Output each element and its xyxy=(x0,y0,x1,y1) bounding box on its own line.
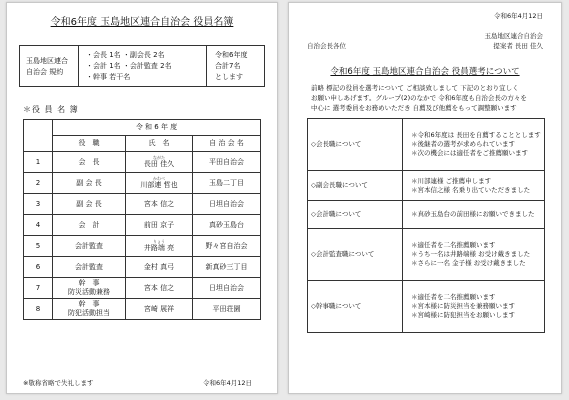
roster-name xyxy=(126,152,193,173)
selection-detail xyxy=(403,201,545,229)
roster-no: 6 xyxy=(24,257,53,278)
roster-row xyxy=(24,173,261,194)
roster-date: 令和6年4月12日 xyxy=(203,379,253,387)
roster-role xyxy=(53,299,126,320)
roster-corner xyxy=(24,120,53,152)
selection-detail xyxy=(403,281,545,333)
selection-category: ◇幹事職について xyxy=(308,281,403,333)
roster-no: 3 xyxy=(24,194,53,215)
roster-name xyxy=(126,194,193,215)
roster-association: 日坦自治会 xyxy=(193,278,261,299)
roster-row xyxy=(24,194,261,215)
roster-association: 平田荘園 xyxy=(193,299,261,320)
roster-role xyxy=(53,194,126,215)
letter-recipient: 自治会長各位 xyxy=(307,42,346,50)
roster-caption: 令 和 6 年 度 xyxy=(53,120,261,136)
roster-heading: ＊役 員 名 簿 xyxy=(23,105,79,114)
roster-association: 野々宮自治会 xyxy=(193,236,261,257)
roster-name xyxy=(126,236,193,257)
selection-row xyxy=(308,229,545,281)
selection-detail-line: ＊さらに一名 金子様 お受け戴きました xyxy=(411,259,526,267)
selection-category: ◇会長職について xyxy=(308,119,403,171)
letter-title: 令和6年度 玉島地区連合自治会 役員選考について xyxy=(330,67,520,77)
roster-no: 4 xyxy=(24,215,53,236)
roster-name xyxy=(126,215,193,236)
roster-association: 日坦自治会 xyxy=(193,194,261,215)
letter-sender-org: 玉島地区連合自治会 xyxy=(484,32,543,40)
selection-row xyxy=(308,171,545,201)
selection-detail-line: ＊適任者を二名推薦願います xyxy=(411,293,496,301)
roster-role-line: 幹 事 xyxy=(78,300,100,308)
roster-name-reading: ながた xyxy=(153,154,165,160)
roster-role-line: 幹 事 xyxy=(78,279,100,287)
roster-row xyxy=(24,299,261,320)
roster-role xyxy=(53,236,126,257)
rules-total-line-2: 合計7名 xyxy=(215,62,241,70)
roster-role-line: 防犯活動担当 xyxy=(68,309,110,317)
letter-body-line-3: 中心に 選考委員をお務めいただき 自薦及び他薦をもって調整願います xyxy=(311,104,517,112)
selection-row xyxy=(308,201,545,229)
roster-name xyxy=(126,257,193,278)
roster-name-text: 前田 京子 xyxy=(143,220,175,229)
roster-role-line: 副 会 長 xyxy=(76,178,102,187)
rules-line-1: ・会長 1名 ・副会長 2名 xyxy=(86,51,165,59)
roster-row xyxy=(24,236,261,257)
selection-category: ◇副会長職について xyxy=(308,171,403,201)
roster-role xyxy=(53,152,126,173)
roster-name-text: 長田 佳久 xyxy=(143,159,175,168)
roster-name-reading: かわべ xyxy=(153,175,165,181)
roster-association: 平田自治会 xyxy=(193,152,261,173)
selection-detail-line: ＊宮本様に防災担当を兼務願います xyxy=(411,302,515,310)
letter-body-line-1: 前略 標記の役員を選考について ご相談致しまして 下記のとおり宜しく xyxy=(311,84,519,92)
selection-detail-line: ＊川部連様 ご推薦申します xyxy=(411,176,492,185)
roster-role-line: 副 会 長 xyxy=(76,199,102,208)
roster-row xyxy=(24,152,261,173)
selection-detail-line: ＊宮本信之様 名乗り出ていただきました xyxy=(411,185,531,194)
rules-label-cell xyxy=(20,46,79,86)
roster-role xyxy=(53,257,126,278)
selection-category: ◇会計監査職について xyxy=(308,229,403,281)
roster-role xyxy=(53,278,126,299)
roster-role-line: 会計監査 xyxy=(75,262,103,271)
roster-role-line: 防災活動兼務 xyxy=(68,288,110,296)
roster-name xyxy=(126,173,193,194)
roster-row xyxy=(24,278,261,299)
selection-detail-line: ＊後継者の選考が求められています xyxy=(411,140,515,148)
roster-name-text: 宮本 信之 xyxy=(143,283,175,292)
roster-no: 7 xyxy=(24,278,53,299)
roster-row xyxy=(24,257,261,278)
roster-role xyxy=(53,173,126,194)
roster-role-line: 会 長 xyxy=(78,157,100,166)
roster-name-reading: りょう xyxy=(153,238,165,244)
rules-line-3: ・幹事 若干名 xyxy=(86,73,131,81)
rules-total-cell xyxy=(206,46,265,86)
roster-association: 真砂玉島台 xyxy=(193,215,261,236)
selection-detail-line: ＊次の機会には適任者をご推薦願います xyxy=(411,149,528,157)
roster-role-line: 会計監査 xyxy=(75,241,103,250)
selection-detail-line: ＊宮崎様に防犯担当をお願いします xyxy=(411,311,515,319)
selection-detail-line: ＊うち一名は井路端様 お受け戴きました xyxy=(411,250,531,258)
rules-box xyxy=(19,45,265,87)
roster-association: 新真砂三丁目 xyxy=(193,257,261,278)
roster-table xyxy=(23,119,261,320)
roster-role xyxy=(53,215,126,236)
roster-association: 玉島二丁目 xyxy=(193,173,261,194)
roster-name xyxy=(126,299,193,320)
roster-name-text: 川部連 哲也 xyxy=(140,180,178,189)
roster-page xyxy=(6,2,278,394)
roster-title: 令和6年度 玉島地区連合自治会 役員名簿 xyxy=(50,17,234,28)
roster-no: 1 xyxy=(24,152,53,173)
selection-row xyxy=(308,119,545,171)
selection-letter-page xyxy=(288,2,562,394)
roster-name-text: 井路端 亮 xyxy=(143,243,175,252)
roster-row xyxy=(24,215,261,236)
header-role: 役 職 xyxy=(53,136,126,152)
roster-no: 5 xyxy=(24,236,53,257)
rules-label-line-2: 自治会 規約 xyxy=(26,68,64,76)
selection-detail-line: ＊令和6年度は 長田を自薦することとします xyxy=(411,131,541,139)
selection-detail xyxy=(403,119,545,171)
selection-table xyxy=(307,118,545,333)
roster-name-text: 金村 真弓 xyxy=(143,262,175,271)
selection-detail xyxy=(403,171,545,201)
selection-detail-line: ＊適任者を二名推薦願います xyxy=(411,241,496,249)
selection-row xyxy=(308,281,545,333)
rules-total-line-1: 令和6年度 xyxy=(215,51,248,59)
selection-detail-line: ＊真砂玉島台の前田様にお願いできました xyxy=(411,210,535,218)
rules-label-line-1: 玉島地区連合 xyxy=(26,57,68,65)
honorific-note: ※敬称省略で失礼します xyxy=(23,379,94,387)
roster-no: 2 xyxy=(24,173,53,194)
letter-body-line-2: お願い申しあげます。グループ(2)のなかで 令和6年度も自治会長の方々を xyxy=(311,94,527,102)
letter-date: 令和6年4月12日 xyxy=(493,12,543,20)
roster-name-text: 宮崎 展祥 xyxy=(143,304,175,313)
roster-role-line: 会 計 xyxy=(78,220,100,229)
rules-line-2: ・会計 1名 ・会計監査 2名 xyxy=(86,62,172,70)
roster-name-text: 宮本 信之 xyxy=(143,199,175,208)
roster-no: 8 xyxy=(24,299,53,320)
header-name: 氏 名 xyxy=(126,136,193,152)
roster-name xyxy=(126,278,193,299)
selection-detail xyxy=(403,229,545,281)
letter-sender-person: 提案者 長田 佳久 xyxy=(493,42,543,50)
header-association: 自 治 会 名 xyxy=(193,136,261,152)
selection-category: ◇会計職について xyxy=(308,201,403,229)
rules-total-line-3: とします xyxy=(215,73,243,81)
